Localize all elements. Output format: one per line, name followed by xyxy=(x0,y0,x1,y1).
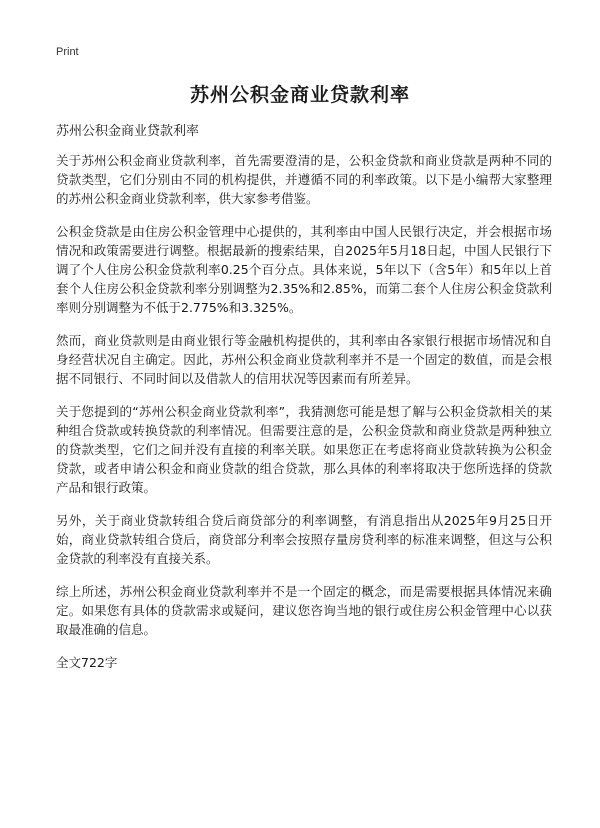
paragraph: 公积金贷款是由住房公积金管理中心提供的，其利率由中国人民银行决定，并会根据市场情况和政策需要进行调整。根据最新的搜索结果，自2025年5月18日起，中国人民银行下调了个人住房公积金贷款利率0.25个百分点。具体来说，5年以下（含5年）和5年以上首套个人住房公积金贷款利率分别调整为2.35%和2.85%，而第二套个人住房公积金贷款利率则分别调整为不低于2.775%和3.325%。 xyxy=(56,224,552,315)
paragraph: 综上所述，苏州公积金商业贷款利率并不是一个固定的概念，而是需要根据具体情况来确定。如果您有具体的贷款需求或疑问，建议您咨询当地的银行或住房公积金管理中心以获取最准确的信息。 xyxy=(56,584,552,637)
article-body xyxy=(56,151,552,671)
paragraph: 关于苏州公积金商业贷款利率，首先需要澄清的是，公积金贷款和商业贷款是两种不同的贷款类型，它们分别由不同的机构提供，并遵循不同的利率政策。以下是小编帮大家整理的苏州公积金商业贷款利率，供大家参考借鉴。 xyxy=(56,153,552,206)
print-link[interactable]: Print xyxy=(56,46,79,58)
paragraph: 关于您提到的“苏州公积金商业贷款利率”，我猜测您可能是想了解与公积金贷款相关的某种组合贷款或转换贷款的利率情况。但需要注意的是，公积金贷款和商业贷款是两种独立的贷款类型，它们之间并没有直接的利率关联。如果您正在考虑将商业贷款转换为公积金贷款，或者申请公积金和商业贷款的组合贷款，那么具体的利率将取决于您所选择的贷款产品和银行政策。 xyxy=(56,404,552,495)
page-title: 苏州公积金商业贷款利率 xyxy=(189,84,410,106)
paragraph: 另外，关于商业贷款转组合贷后商贷部分的利率调整，有消息指出从2025年9月25日开始，商业贷款转组合贷后，商贷部分利率会按照存量房贷利率的标准来调整，但这与公积金贷款的利率没有直接关系。 xyxy=(56,513,552,566)
article-subtitle: 苏州公积金商业贷款利率 xyxy=(56,124,200,139)
paragraph: 然而，商业贷款则是由商业银行等金融机构提供的，其利率由各家银行根据市场情况和自身经营状况自主确定。因此，苏州公积金商业贷款利率并不是一个固定的数值，而是会根据不同银行、不同时间以及借款人的信用状况等因素而有所差异。 xyxy=(56,333,552,386)
word-count: 全文722字 xyxy=(56,655,118,670)
